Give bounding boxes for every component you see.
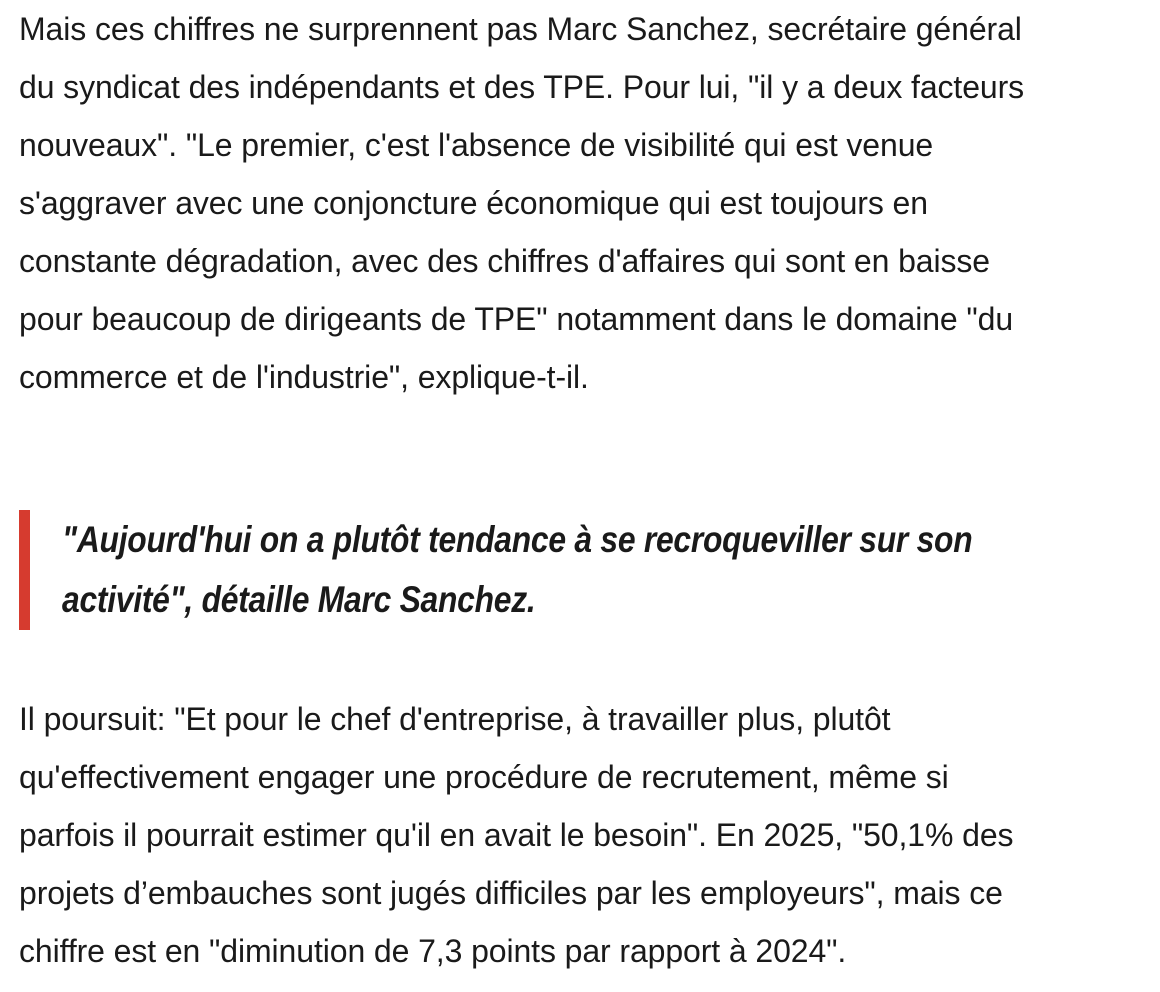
pull-quote-line: "Aujourd'hui on a plutôt tendance à se recroqueviller sur son: [62, 519, 973, 560]
paragraph-2-line: chiffre est en "diminution de 7,3 points par rapport à 2024".: [19, 933, 847, 969]
paragraph-1-line: commerce et de l'industrie", explique-t-il.: [19, 359, 589, 395]
paragraph-1-line: s'aggraver avec une conjoncture économique qui est toujours en: [19, 185, 928, 221]
paragraph-1-line: constante dégradation, avec des chiffres d'affaires qui sont en baisse: [19, 243, 991, 279]
paragraph-1: [19, 0, 1024, 406]
paragraph-2-line: projets d’embauches sont jugés difficiles par les employeurs", mais ce: [19, 875, 1003, 911]
pull-quote-text: [62, 510, 972, 630]
paragraph-1-line: Mais ces chiffres ne surprennent pas Marc Sanchez, secrétaire général: [19, 11, 1022, 47]
paragraph-2: [19, 690, 1013, 980]
paragraph-2-line: qu'effectivement engager une procédure de recrutement, même si: [19, 759, 949, 795]
pull-quote-line: activité", détaille Marc Sanchez.: [62, 579, 536, 620]
quote-accent-bar: [19, 510, 30, 630]
pull-quote: [19, 510, 1139, 630]
paragraph-1-line: du syndicat des indépendants et des TPE. Pour lui, "il y a deux facteurs: [19, 69, 1025, 105]
paragraph-1-line: pour beaucoup de dirigeants de TPE" notamment dans le domaine "du: [19, 301, 1014, 337]
paragraph-1-line: nouveaux". "Le premier, c'est l'absence de visibilité qui est venue: [19, 127, 934, 163]
paragraph-2-line: parfois il pourrait estimer qu'il en avait le besoin". En 2025, "50,1% des: [19, 817, 1014, 853]
paragraph-2-line: Il poursuit: "Et pour le chef d'entreprise, à travailler plus, plutôt: [19, 701, 891, 737]
